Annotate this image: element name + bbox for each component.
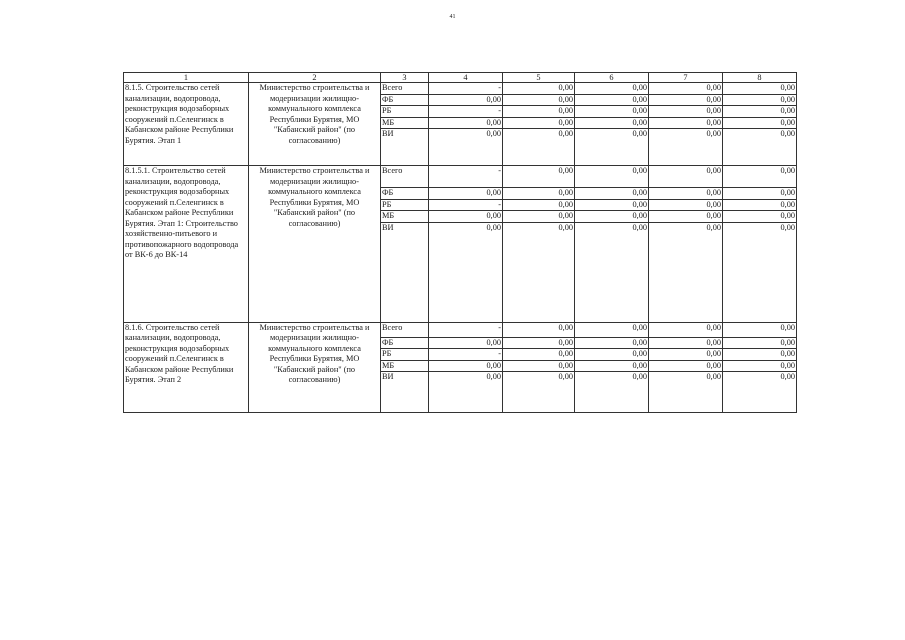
amount-col-5: 0,00 <box>503 83 575 95</box>
amount-col-7: 0,00 <box>649 166 723 188</box>
amount-col-8: 0,00 <box>723 94 797 106</box>
table-row <box>124 83 797 95</box>
amount-col-8: 0,00 <box>723 222 797 322</box>
amount-col-5: 0,00 <box>503 106 575 118</box>
amount-col-7: 0,00 <box>649 129 723 166</box>
amount-col-5: 0,00 <box>503 322 575 337</box>
amount-col-7: 0,00 <box>649 106 723 118</box>
amount-col-6: 0,00 <box>575 166 649 188</box>
funding-source: ВИ <box>381 372 429 413</box>
responsible-org: Министерство строительства и модернизации жилищно-коммунального комплекса Республики Бурятия, МО "Кабанский район" (по согласованию) <box>249 166 381 323</box>
amount-col-8: 0,00 <box>723 211 797 223</box>
amount-col-4: - <box>429 322 503 337</box>
amount-col-7: 0,00 <box>649 372 723 413</box>
amount-col-4: 0,00 <box>429 117 503 129</box>
amount-col-4: 0,00 <box>429 188 503 200</box>
responsible-org: Министерство строительства и модернизации жилищно-коммунального комплекса Республики Бурятия, МО "Кабанский район" (по согласованию) <box>249 83 381 166</box>
amount-col-4: - <box>429 199 503 211</box>
amount-col-5: 0,00 <box>503 166 575 188</box>
amount-col-6: 0,00 <box>575 83 649 95</box>
header-col-5: 5 <box>503 73 575 83</box>
amount-col-8: 0,00 <box>723 166 797 188</box>
table-row <box>124 166 797 188</box>
amount-col-8: 0,00 <box>723 372 797 413</box>
funding-source: ФБ <box>381 94 429 106</box>
header-col-2: 2 <box>249 73 381 83</box>
amount-col-7: 0,00 <box>649 222 723 322</box>
measure-name: 8.1.6. Строительство сетей канализации, водопровода, реконструкция водозаборных сооружений п.Селенгинск в Кабанском районе Республики Бурятия. Этап 2 <box>124 322 249 413</box>
amount-col-4: 0,00 <box>429 372 503 413</box>
amount-col-4: - <box>429 349 503 361</box>
table-row <box>124 322 797 337</box>
funding-source: ФБ <box>381 188 429 200</box>
amount-col-5: 0,00 <box>503 188 575 200</box>
amount-col-7: 0,00 <box>649 360 723 372</box>
header-col-4: 4 <box>429 73 503 83</box>
amount-col-8: 0,00 <box>723 129 797 166</box>
amount-col-5: 0,00 <box>503 372 575 413</box>
amount-col-7: 0,00 <box>649 322 723 337</box>
amount-col-7: 0,00 <box>649 83 723 95</box>
funding-source: МБ <box>381 360 429 372</box>
amount-col-5: 0,00 <box>503 199 575 211</box>
amount-col-4: 0,00 <box>429 129 503 166</box>
amount-col-4: 0,00 <box>429 211 503 223</box>
amount-col-6: 0,00 <box>575 360 649 372</box>
amount-col-6: 0,00 <box>575 129 649 166</box>
amount-col-5: 0,00 <box>503 222 575 322</box>
amount-col-4: - <box>429 106 503 118</box>
amount-col-7: 0,00 <box>649 199 723 211</box>
amount-col-6: 0,00 <box>575 117 649 129</box>
header-row <box>124 73 797 83</box>
amount-col-7: 0,00 <box>649 188 723 200</box>
amount-col-7: 0,00 <box>649 117 723 129</box>
header-col-6: 6 <box>575 73 649 83</box>
amount-col-5: 0,00 <box>503 349 575 361</box>
funding-source: МБ <box>381 117 429 129</box>
measure-name: 8.1.5.1. Строительство сетей канализации, водопровода, реконструкция водозаборных сооружений п.Селенгинск в Кабанском районе Республики Бурятия. Этап 1: Строительство хозяйственно-питьевого и противопожарного водопровода от ВК-6 до ВК-14 <box>124 166 249 323</box>
amount-col-5: 0,00 <box>503 117 575 129</box>
amount-col-4: - <box>429 83 503 95</box>
amount-col-4: - <box>429 166 503 188</box>
amount-col-6: 0,00 <box>575 337 649 349</box>
amount-col-8: 0,00 <box>723 360 797 372</box>
amount-col-5: 0,00 <box>503 337 575 349</box>
amount-col-6: 0,00 <box>575 222 649 322</box>
amount-col-6: 0,00 <box>575 349 649 361</box>
funding-source: ВИ <box>381 129 429 166</box>
amount-col-4: 0,00 <box>429 360 503 372</box>
amount-col-5: 0,00 <box>503 360 575 372</box>
amount-col-5: 0,00 <box>503 129 575 166</box>
page-number: 41 <box>449 14 456 20</box>
funding-source: Всего <box>381 83 429 95</box>
amount-col-8: 0,00 <box>723 117 797 129</box>
funding-source: МБ <box>381 211 429 223</box>
amount-col-8: 0,00 <box>723 322 797 337</box>
header-col-1: 1 <box>124 73 249 83</box>
budget-table <box>123 72 797 413</box>
amount-col-8: 0,00 <box>723 106 797 118</box>
header-col-7: 7 <box>649 73 723 83</box>
funding-source: Всего <box>381 166 429 188</box>
amount-col-7: 0,00 <box>649 94 723 106</box>
amount-col-7: 0,00 <box>649 211 723 223</box>
funding-source: РБ <box>381 199 429 211</box>
amount-col-6: 0,00 <box>575 211 649 223</box>
amount-col-5: 0,00 <box>503 94 575 106</box>
funding-source: Всего <box>381 322 429 337</box>
amount-col-7: 0,00 <box>649 337 723 349</box>
amount-col-5: 0,00 <box>503 211 575 223</box>
funding-source: ВИ <box>381 222 429 322</box>
funding-source: РБ <box>381 349 429 361</box>
responsible-org: Министерство строительства и модернизации жилищно-коммунального комплекса Республики Бурятия, МО "Кабанский район" (по согласованию) <box>249 322 381 413</box>
amount-col-6: 0,00 <box>575 372 649 413</box>
amount-col-8: 0,00 <box>723 188 797 200</box>
amount-col-4: 0,00 <box>429 337 503 349</box>
amount-col-6: 0,00 <box>575 188 649 200</box>
amount-col-6: 0,00 <box>575 106 649 118</box>
funding-source: ФБ <box>381 337 429 349</box>
amount-col-8: 0,00 <box>723 337 797 349</box>
header-col-8: 8 <box>723 73 797 83</box>
amount-col-6: 0,00 <box>575 199 649 211</box>
amount-col-8: 0,00 <box>723 83 797 95</box>
amount-col-4: 0,00 <box>429 222 503 322</box>
amount-col-4: 0,00 <box>429 94 503 106</box>
amount-col-8: 0,00 <box>723 199 797 211</box>
amount-col-6: 0,00 <box>575 94 649 106</box>
amount-col-6: 0,00 <box>575 322 649 337</box>
measure-name: 8.1.5. Строительство сетей канализации, водопровода, реконструкция водозаборных сооружений п.Селенгинск в Кабанском районе Республики Бурятия. Этап 1 <box>124 83 249 166</box>
amount-col-8: 0,00 <box>723 349 797 361</box>
amount-col-7: 0,00 <box>649 349 723 361</box>
header-col-3: 3 <box>381 73 429 83</box>
funding-source: РБ <box>381 106 429 118</box>
